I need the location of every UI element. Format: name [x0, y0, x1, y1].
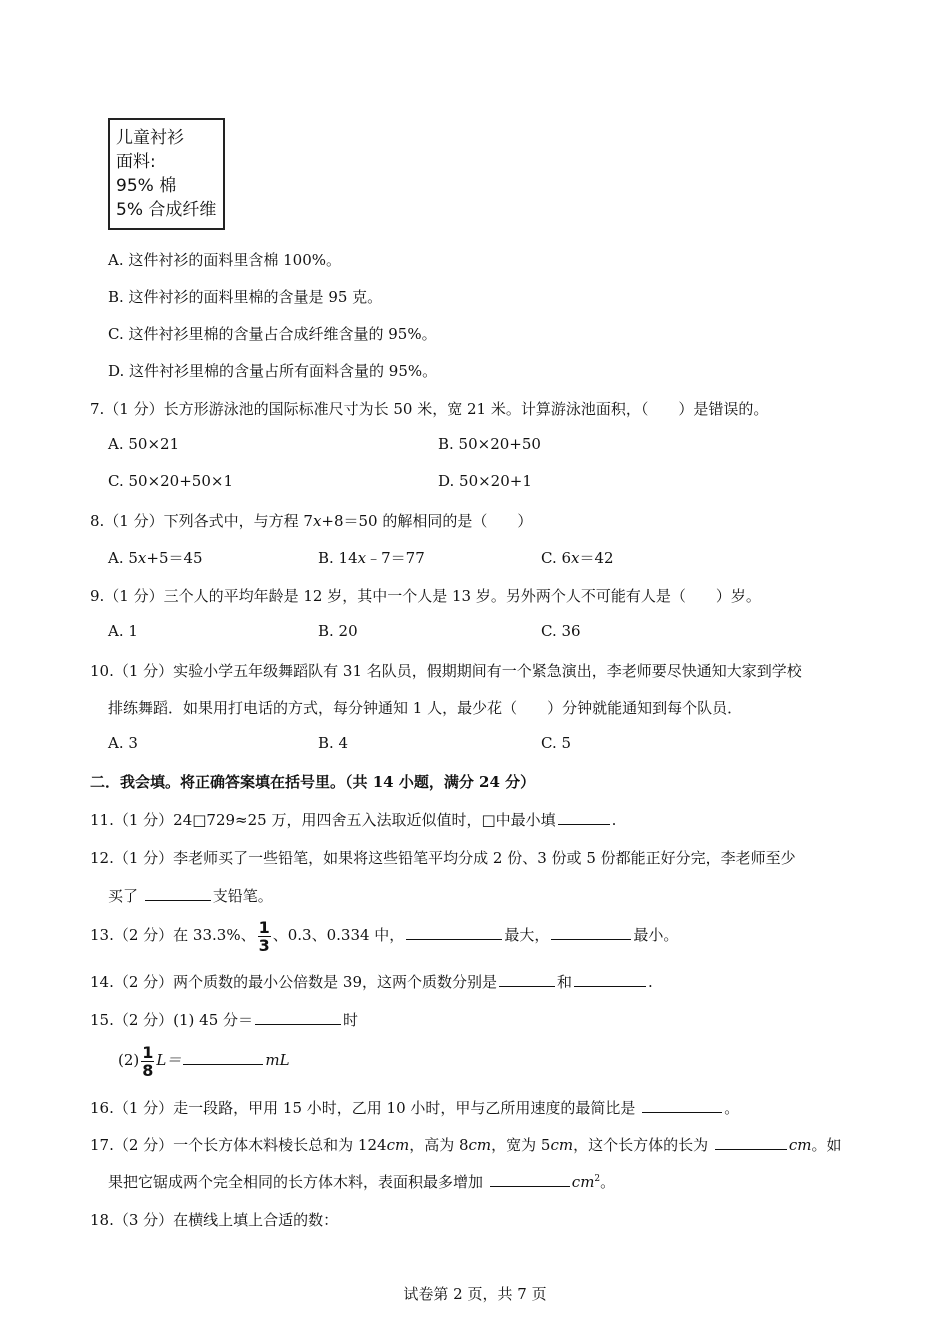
q12-line1: 12.（1 分）李老师买了一些铅笔，如果将这些铅笔平均分成 2 份、3 份或 5 份都能正好分完，李老师至少: [90, 849, 796, 867]
q15-blank-ml[interactable]: [183, 1050, 263, 1065]
section-2-title: 二．我会填。将正确答案填在括号里。（共 14 小题，满分 24 分）: [90, 773, 536, 791]
q15-fraction-one-eighth: $\frac{1}{8}$: [142, 1042, 154, 1080]
q14-blank-1[interactable]: [499, 972, 555, 987]
q7-stem: 7.（1 分）长方形游泳池的国际标准尺寸为长 50 米，宽 21 米。计算游泳池面积，（ ）是错误的。: [90, 400, 769, 418]
q9-stem: 9.（1 分）三个人的平均年龄是 12 岁，其中一个人是 13 岁。另外两个人不可能有人是（ ）岁。: [90, 587, 761, 605]
q14: 14.（2 分）两个质数的最小公倍数是 39，这两个质数分别是 和 .: [90, 973, 653, 991]
q15-blank-hours[interactable]: [255, 1010, 341, 1025]
q10-stem-line2: 排练舞蹈．如果用打电话的方式，每分钟通知 1 人，最少花（ ）分钟就能通知到每个队员．: [108, 699, 743, 717]
q10-option-c: C. 5: [541, 734, 572, 752]
q13-blank-max[interactable]: [406, 925, 502, 940]
q7-option-b: B. 50×20+50: [438, 435, 541, 453]
clothing-label-box: [108, 118, 225, 230]
q17-line2: 果把它锯成两个完全相同的长方体木料，表面积最多增加 $cm^2$。: [108, 1173, 616, 1191]
q15-line1: 15.（2 分）(1) 45 分＝ 时: [90, 1011, 359, 1029]
q6-option-a: A. 这件衬衫的面料里含棉 100%。: [108, 251, 342, 269]
label-cotton: 95% 棉: [116, 176, 177, 196]
q13: 13.（2 分）在 33.3%、 $\frac{1}{3}$ 、0.3、0.334 中， 最大， 最小。: [90, 917, 679, 955]
label-title: 儿童衬衫: [116, 128, 184, 148]
q10-option-a: A. 3: [108, 734, 138, 752]
q17-line1: 17.（2 分）一个长方体木料棱长总和为 124cm，高为 8cm，宽为 5cm，这个长方体的长为 cm。如: [90, 1136, 842, 1154]
q10-stem-line1: 10.（1 分）实验小学五年级舞蹈队有 31 名队员，假期期间有一个紧急演出，李老师要尽快通知大家到学校: [90, 662, 802, 680]
q16-blank[interactable]: [642, 1098, 722, 1113]
q9-option-c: C. 36: [541, 622, 581, 640]
q10-option-b: B. 4: [318, 734, 349, 752]
q7-option-a: A. 50×21: [108, 435, 180, 453]
q17-blank-area[interactable]: [490, 1172, 570, 1187]
q9-option-a: A. 1: [108, 622, 138, 640]
q7-option-c: C. 50×20+50×1: [108, 472, 233, 490]
q15-line2: (2) $\frac{1}{8}$ L＝ mL: [118, 1042, 290, 1080]
q13-blank-min[interactable]: [551, 925, 631, 940]
q13-fraction-one-third: $\frac{1}{3}$: [258, 917, 270, 955]
q8-option-a: A. 5x+5＝45: [108, 549, 203, 567]
page-footer: 试卷第 2 页，共 7 页: [403, 1285, 547, 1303]
q12-line2: 买了 支铅笔。: [108, 887, 273, 905]
q8-option-b: B. 14x﹣7＝77: [318, 549, 425, 567]
q14-blank-2[interactable]: [574, 972, 646, 987]
label-fabric: 面料:: [116, 152, 156, 172]
q12-blank[interactable]: [145, 886, 211, 901]
q6-option-c: C. 这件衬衫里棉的含量占合成纤维含量的 95%。: [108, 325, 437, 343]
q11: 11.（1 分）24□729≈25 万，用四舍五入法取近似值时，□中最小填 .: [90, 811, 617, 829]
q17-blank-length[interactable]: [715, 1135, 787, 1150]
q18-stem: 18.（3 分）在横线上填上合适的数：: [90, 1211, 339, 1229]
q11-blank[interactable]: [558, 810, 610, 825]
q7-option-d: D. 50×20+1: [438, 472, 532, 490]
q6-option-b: B. 这件衬衫的面料里棉的含量是 95 克。: [108, 288, 383, 306]
label-synthetic: 5% 合成纤维: [116, 200, 217, 220]
q8-option-c: C. 6x＝42: [541, 549, 614, 567]
q8-stem: 8.（1 分）下列各式中，与方程 7x+8＝50 的解相同的是（ ）: [90, 512, 533, 530]
q6-option-d: D. 这件衬衫里棉的含量占所有面料含量的 95%。: [108, 362, 438, 380]
q16: 16.（1 分）走一段路，甲用 15 小时，乙用 10 小时，甲与乙所用速度的最简比是 。: [90, 1099, 740, 1117]
q9-option-b: B. 20: [318, 622, 358, 640]
